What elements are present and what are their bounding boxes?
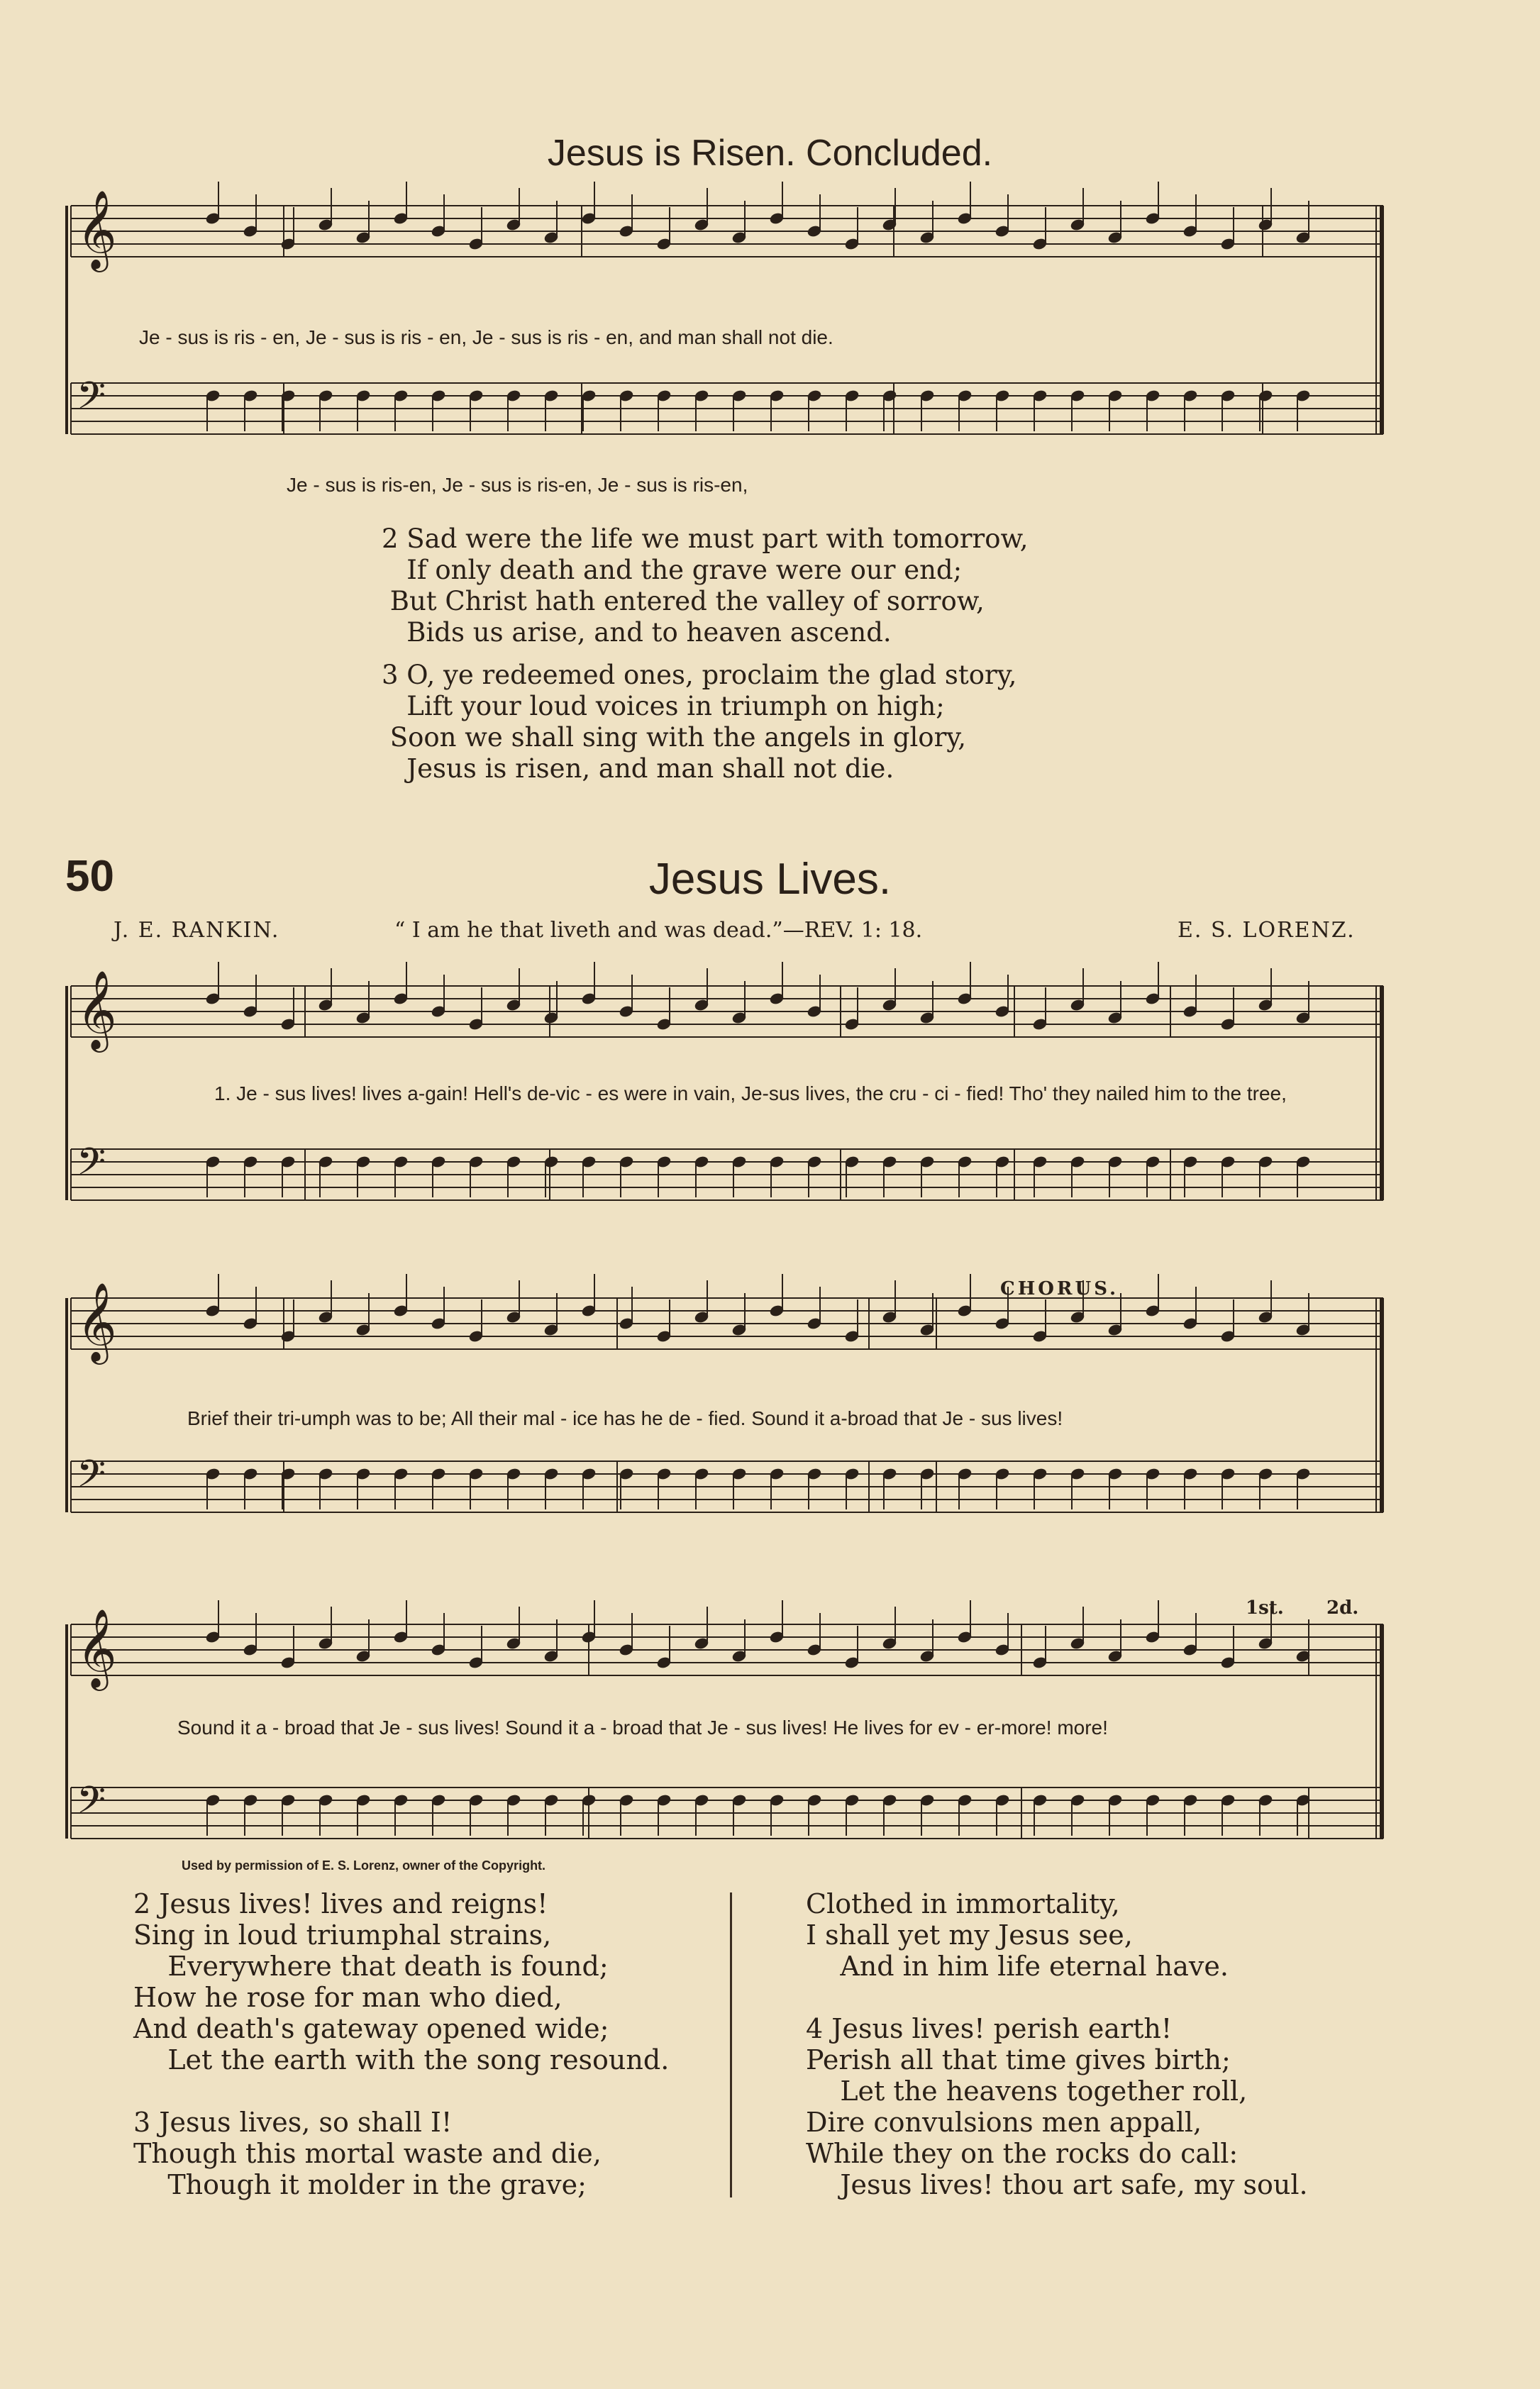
continued-hymn-title: Jesus is Risen. Concluded.	[547, 133, 993, 174]
scripture-reference: “ I am he that liveth and was dead.”—REV. 1: 18.	[394, 918, 923, 943]
bass-clef: 𝄢	[77, 1779, 106, 1831]
column-divider	[730, 1892, 732, 2197]
hymn-composer: E. S. LORENZ.	[1178, 918, 1356, 943]
bass-clef: 𝄢	[77, 375, 106, 427]
copyright-notice: Used by permission of E. S. Lorenz, owner of the Copyright.	[182, 1858, 546, 1873]
verses-right-column: Clothed in immortality, I shall yet my Jesus see, And in him life eternal have. 4 Jesus lives! perish earth! Perish all that time gives birth; Let the heavens together roll, Dire convulsions men appall, While they on the rocks do call: Jesus lives! thou art safe, my soul.	[806, 1888, 1308, 2200]
lyrics-line-3: Sound it a - broad that Je - sus lives! Sound it a - broad that Je - sus lives! He lives for ev - er-more! more!	[177, 1717, 1108, 1739]
top-verse-2: 2 Sad were the life we must part with tomorrow, If only death and the grave were our end; But Christ hath entered the valley of sorrow, Bids us arise, and to heaven ascend.	[382, 523, 1029, 648]
lyrics-line-2: Brief their tri-umph was to be; All their mal - ice has he de - fied. Sound it a-broad that Je - sus lives!	[187, 1407, 1063, 1429]
top-verse-3: 3 O, ye redeemed ones, proclaim the glad story, Lift your loud voices in triumph on high; Soon we shall sing with the angels in glory, Jesus is risen, and man shall not die.	[382, 660, 1017, 784]
hymn-title: Jesus Lives.	[648, 855, 892, 904]
treble-clef: 𝄞	[77, 970, 117, 1049]
verses-left-column: 2 Jesus lives! lives and reigns! Sing in loud triumphal strains, Everywhere that death is found; How he rose for man who died, And death's gateway opened wide; Let the earth with the song resound. 3 Jesus lives, so shall I! Though this mortal waste and die, Though it molder in the grave;	[133, 1888, 670, 2200]
bass-clef: 𝄢	[77, 1453, 106, 1505]
top-lyrics-upper: Je - sus is ris - en, Je - sus is ris - en, Je - sus is ris - en, and man shall not die.	[139, 326, 833, 348]
hymn-author: J. E. RANKIN.	[113, 918, 280, 943]
hymn-number: 50	[65, 852, 114, 901]
bass-clef: 𝄢	[77, 1141, 106, 1193]
treble-clef: 𝄞	[77, 189, 117, 269]
first-ending-label: 1st.	[1246, 1597, 1284, 1619]
chorus-label: CHORUS.	[1000, 1278, 1119, 1299]
treble-clef: 𝄞	[77, 1282, 117, 1361]
top-lyrics-lower: Je - sus is ris-en, Je - sus is ris-en, Je - sus is ris-en,	[287, 474, 748, 496]
treble-clef: 𝄞	[77, 1608, 117, 1687]
second-ending-label: 2d.	[1326, 1597, 1359, 1619]
lyrics-line-1: 1. Je - sus lives! lives a-gain! Hell's de-vic - es were in vain, Je-sus lives, the cru - ci - fied! Tho' they nailed him to the tree,	[214, 1082, 1287, 1104]
